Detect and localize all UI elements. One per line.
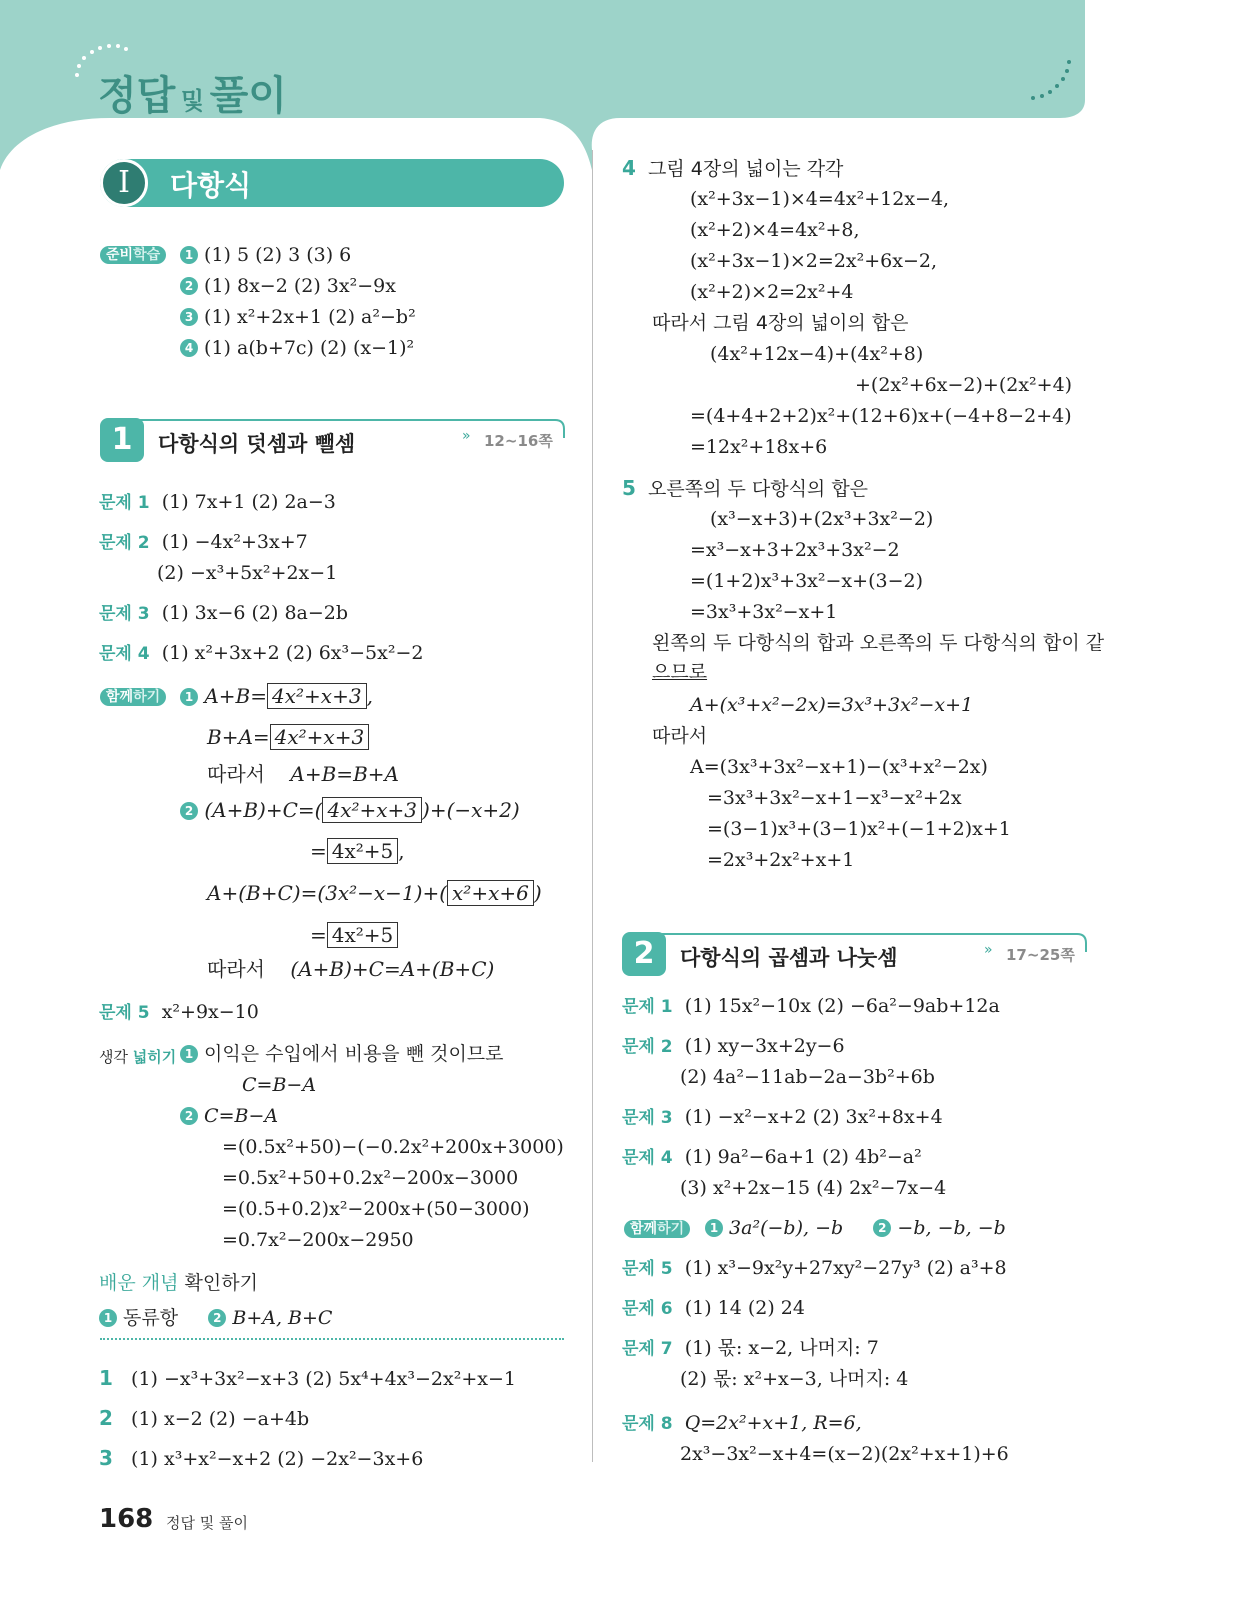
- page-title: 정답 및 풀이: [98, 73, 287, 119]
- column-divider: [592, 150, 593, 1462]
- q5-line-1: (x³−x+3)+(2x³+3x²−2): [710, 508, 934, 530]
- prep-item-4: 4 (1) a(b+7c) (2) (x−1)²: [180, 335, 414, 361]
- r-problem-5: 문제 5 (1) x³−9x²y+27xy²−27y³ (2) a³+8: [622, 1257, 1007, 1279]
- section1-number: 1: [100, 418, 144, 462]
- together-2-line-1: 2 (A+B)+C=( 4x²+x+3 )+(−x+2): [180, 797, 520, 823]
- together-2-line-2: = 4x²+5 ,: [310, 839, 405, 863]
- think-label: 생각 넓히기: [99, 1048, 177, 1066]
- think-2-line-1: 2 C=B−A: [180, 1103, 278, 1129]
- think-2-line-2: =(0.5x²+50)−(−0.2x²+200x+3000): [222, 1136, 564, 1158]
- prep-label: 준비학습: [100, 244, 166, 264]
- r-together-label: 함께하기: [624, 1218, 690, 1238]
- q5-text-1: 왼쪽의 두 다항식의 합과 오른쪽의 두 다항식의 합이 같: [652, 632, 1105, 654]
- together-label: 함께하기: [100, 686, 166, 706]
- r-problem-6: 문제 6 (1) 14 (2) 24: [622, 1297, 805, 1319]
- r-problem-2: 문제 2 (1) xy−3x+2y−6: [622, 1035, 845, 1057]
- together-2-line-5: 따라서 (A+B)+C=A+(B+C): [207, 957, 495, 981]
- section2-pages: 17~25쪽: [1006, 946, 1075, 964]
- q5-answer-1: A=(3x³+3x²−x+1)−(x³+x²−2x): [690, 756, 988, 778]
- r-problem-8: 문제 8 Q=2x²+x+1, R=6,: [622, 1412, 862, 1434]
- q4-intro: 4 그림 4장의 넓이는 각각: [622, 156, 844, 180]
- prep-item-3: 3 (1) x²+2x+1 (2) a²−b²: [180, 304, 416, 330]
- exercise-3: 3 (1) x³+x²−x+2 (2) −2x²−3x+6: [99, 1446, 424, 1470]
- q5-intro: 5 오른쪽의 두 다항식의 합은: [622, 476, 869, 500]
- q4-line-1: (x²+3x−1)×4=4x²+12x−4,: [690, 188, 950, 210]
- think-2-line-4: =(0.5+0.2)x²−200x+(50−3000): [222, 1198, 530, 1220]
- q4-sum-1: (4x²+12x−4)+(4x²+8): [710, 343, 924, 365]
- prep-item-1: 1 (1) 5 (2) 3 (3) 6: [180, 242, 351, 268]
- chapter-title: 다항식: [170, 169, 252, 202]
- r-together-answers: 1 3a²(−b), −b 2 −b, −b, −b: [705, 1215, 1006, 1241]
- exercise-2: 2 (1) x−2 (2) −a+4b: [99, 1406, 310, 1430]
- think-1-line-2: C=B−A: [242, 1074, 317, 1096]
- q4-sum-3: =(4+4+2+2)x²+(12+6)x+(−4+8−2+4): [690, 405, 1072, 427]
- q5-so: 따라서: [652, 725, 708, 747]
- q5-answer-4: =2x³+2x²+x+1: [707, 849, 855, 871]
- r-problem-1: 문제 1 (1) 15x²−10x (2) −6a²−9ab+12a: [622, 995, 1000, 1017]
- q4-sum-intro: 따라서 그림 4장의 넓이의 합은: [652, 312, 909, 334]
- q4-line-4: (x²+2)×2=2x²+4: [690, 281, 854, 303]
- q4-sum-4: =12x²+18x+6: [690, 436, 828, 458]
- think-2-line-5: =0.7x²−200x−2950: [222, 1229, 414, 1251]
- section1-title: 다항식의 덧셈과 뺄셈: [158, 432, 356, 456]
- r-problem-4-b: (3) x²+2x−15 (4) 2x²−7x−4: [680, 1177, 947, 1199]
- q5-equation: A+(x³+x²−2x)=3x³+3x²−x+1: [690, 694, 974, 716]
- problem-2: 문제 2 (1) −4x²+3x+7: [99, 531, 308, 553]
- page-number: 168: [99, 1504, 154, 1534]
- section2-chevron-icon: »: [984, 942, 993, 958]
- q5-answer-3: =(3−1)x³+(3−1)x²+(−1+2)x+1: [707, 818, 1011, 840]
- dotted-divider: [100, 1338, 564, 1340]
- r-problem-2-b: (2) 4a²−11ab−2a−3b²+6b: [680, 1066, 935, 1088]
- problem-3: 문제 3 (1) 3x−6 (2) 8a−2b: [99, 602, 349, 624]
- problem-2-b: (2) −x³+5x²+2x−1: [157, 562, 338, 584]
- q5-line-3: =(1+2)x³+3x²−x+(3−2): [690, 570, 923, 592]
- r-problem-8-b: 2x³−3x²−x+4=(x−2)(2x²+x+1)+6: [680, 1443, 1009, 1465]
- problem-4: 문제 4 (1) x²+3x+2 (2) 6x³−5x²−2: [99, 642, 424, 664]
- section2-number: 2: [622, 932, 666, 976]
- q5-text-2: 으므로: [652, 661, 708, 683]
- together-1-line-2: B+A= 4x²+x+3: [207, 724, 369, 750]
- r-problem-4: 문제 4 (1) 9a²−6a+1 (2) 4b²−a²: [622, 1146, 922, 1168]
- q5-line-2: =x³−x+3+2x³+3x²−2: [690, 539, 900, 561]
- together-2-line-4: = 4x²+5: [310, 922, 398, 948]
- q4-line-2: (x²+2)×4=4x²+8,: [690, 219, 860, 241]
- problem-5: 문제 5 x²+9x−10: [99, 1001, 259, 1023]
- problem-1: 문제 1 (1) 7x+1 (2) 2a−3: [99, 491, 336, 513]
- section1-pages: 12~16쪽: [484, 432, 553, 450]
- q5-answer-2: =3x³+3x²−x+1−x³−x²+2x: [707, 787, 962, 809]
- r-problem-7: 문제 7 (1) 몫: x−2, 나머지: 7: [622, 1337, 879, 1359]
- together-1-line-3: 따라서 A+B=B+A: [207, 762, 399, 786]
- r-problem-7-b: (2) 몫: x²+x−3, 나머지: 4: [680, 1368, 909, 1390]
- concept-heading: 배운 개념 확인하기: [99, 1272, 258, 1294]
- think-1-line-1: 1 이익은 수입에서 비용을 뺀 것이므로: [180, 1041, 504, 1067]
- concept-answers: 1 동류항 2 B+A, B+C: [99, 1305, 332, 1331]
- footer-label: 정답 및 풀이: [166, 1514, 248, 1532]
- chapter-roman-badge: I: [100, 159, 148, 207]
- think-2-line-3: =0.5x²+50+0.2x²−200x−3000: [222, 1167, 519, 1189]
- together-2-line-3: A+(B+C)=(3x²−x−1)+( x²+x+6 ): [207, 881, 542, 905]
- exercise-1: 1 (1) −x³+3x²−x+3 (2) 5x⁴+4x³−2x²+x−1: [99, 1366, 516, 1390]
- section1-chevron-icon: »: [462, 428, 471, 444]
- r-problem-3: 문제 3 (1) −x²−x+2 (2) 3x²+8x+4: [622, 1106, 943, 1128]
- section2-title: 다항식의 곱셈과 나눗셈: [680, 946, 898, 970]
- q4-line-3: (x²+3x−1)×2=2x²+6x−2,: [690, 250, 938, 272]
- q5-line-4: =3x³+3x²−x+1: [690, 601, 838, 623]
- together-1-line-1: 1 A+B= 4x²+x+3 ,: [180, 683, 373, 709]
- q4-sum-2: +(2x²+6x−2)+(2x²+4): [855, 374, 1073, 396]
- prep-item-2: 2 (1) 8x−2 (2) 3x²−9x: [180, 273, 396, 299]
